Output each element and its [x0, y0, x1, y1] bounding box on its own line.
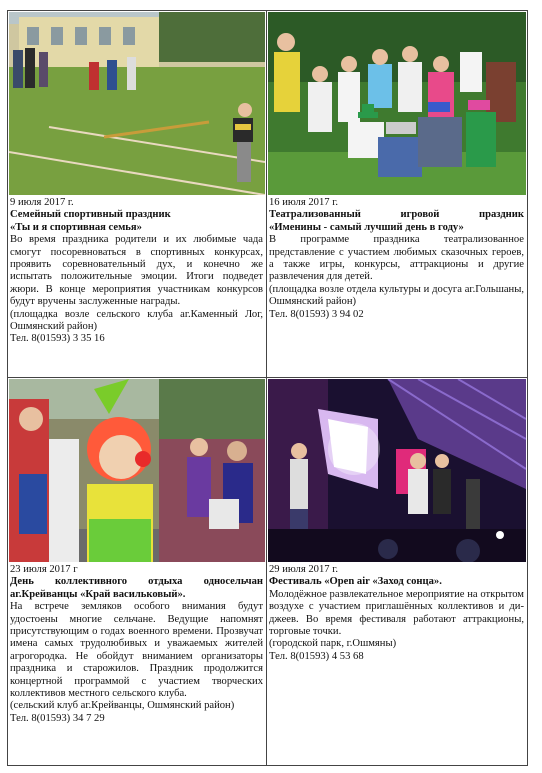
- event-card-4: [266, 377, 528, 766]
- event-location: (площадка возле сельского клуба аг.Каменный Лог, Ошмянский район): [10, 308, 263, 333]
- event-title: Фестиваль «Open air «Заход сонца».: [269, 576, 442, 588]
- event-phone: Тел. 8(01593) 3 35 16: [10, 333, 105, 345]
- event-phone: Тел. 8(01593) 4 53 68: [269, 650, 364, 662]
- event-photo-clown: [9, 379, 265, 562]
- event-title: Семейный спортивный праздник: [10, 209, 171, 221]
- event-date: 9 июля 2017 г.: [10, 197, 74, 208]
- event-title: День коллективного отдыха односельчан: [10, 576, 263, 588]
- event-subtitle: аг.Крейванцы «Край васильковый».: [10, 588, 186, 600]
- event-description: На встрече земляков особого внимания будут удостоены многие сельчане. Ведущие напомнят присутствующим о годах военного времени. Прозвучат имена самых трудолюбивых и уважаемых жителей агрогородка. Не обойдут вниманием организаторы праздника и старожилов. Праздник продолжится концертной программой с участием творческих коллективов местного сельского клуба.: [10, 601, 263, 700]
- event-card-2: [266, 10, 528, 378]
- event-photo-concert: [268, 379, 526, 562]
- event-date: 23 июля 2017 г: [10, 564, 78, 575]
- event-date: 16 июля 2017 г.: [269, 197, 339, 208]
- event-photo-children: [268, 12, 526, 195]
- event-card-3: [7, 377, 267, 766]
- event-location: (городской парк, г.Ошмяны): [269, 638, 397, 650]
- event-subtitle: «Именины - самый лучший день в году»: [269, 221, 464, 233]
- event-subtitle: «Ты и я спортивная семья»: [10, 221, 142, 233]
- event-phone: Тел. 8(01593) 34 7 29: [10, 712, 105, 724]
- event-location: (сельский клуб аг.Крейванцы, Ошмянский район): [10, 700, 235, 712]
- event-date: 29 июля 2017 г.: [269, 564, 339, 575]
- event-title: Театрализованный игровой праздник: [269, 209, 524, 221]
- event-description: Во время праздника родители и их любимые чада смогут посоревноваться в спортивных конкурсах, проявить соревновательный дух, и конечно же испытать положительные эмоции. Итоги подведет жюри. В конце мероприятия участникам конкурсов будут вручены заслуженные награды.: [10, 234, 263, 308]
- event-description: Молодёжное развлекательное мероприятие на открытом воздухе с участием приглашённых коллективов и ди-джеев. Во время фестиваля работают аттракционы, торговые точки.: [269, 588, 524, 638]
- event-description: В программе праздника театрализованное представление с участием любимых сказочных героев, а также игры, конкурсы, аттракционы и другие развлечения для детей.: [269, 234, 524, 283]
- event-location: (площадка возле отдела культуры и досуга аг.Гольшаны, Ошмянский район): [269, 283, 524, 308]
- event-photo-sports: [9, 12, 265, 195]
- event-card-1: [7, 10, 267, 378]
- event-phone: Тел. 8(01593) 3 94 02: [269, 308, 364, 320]
